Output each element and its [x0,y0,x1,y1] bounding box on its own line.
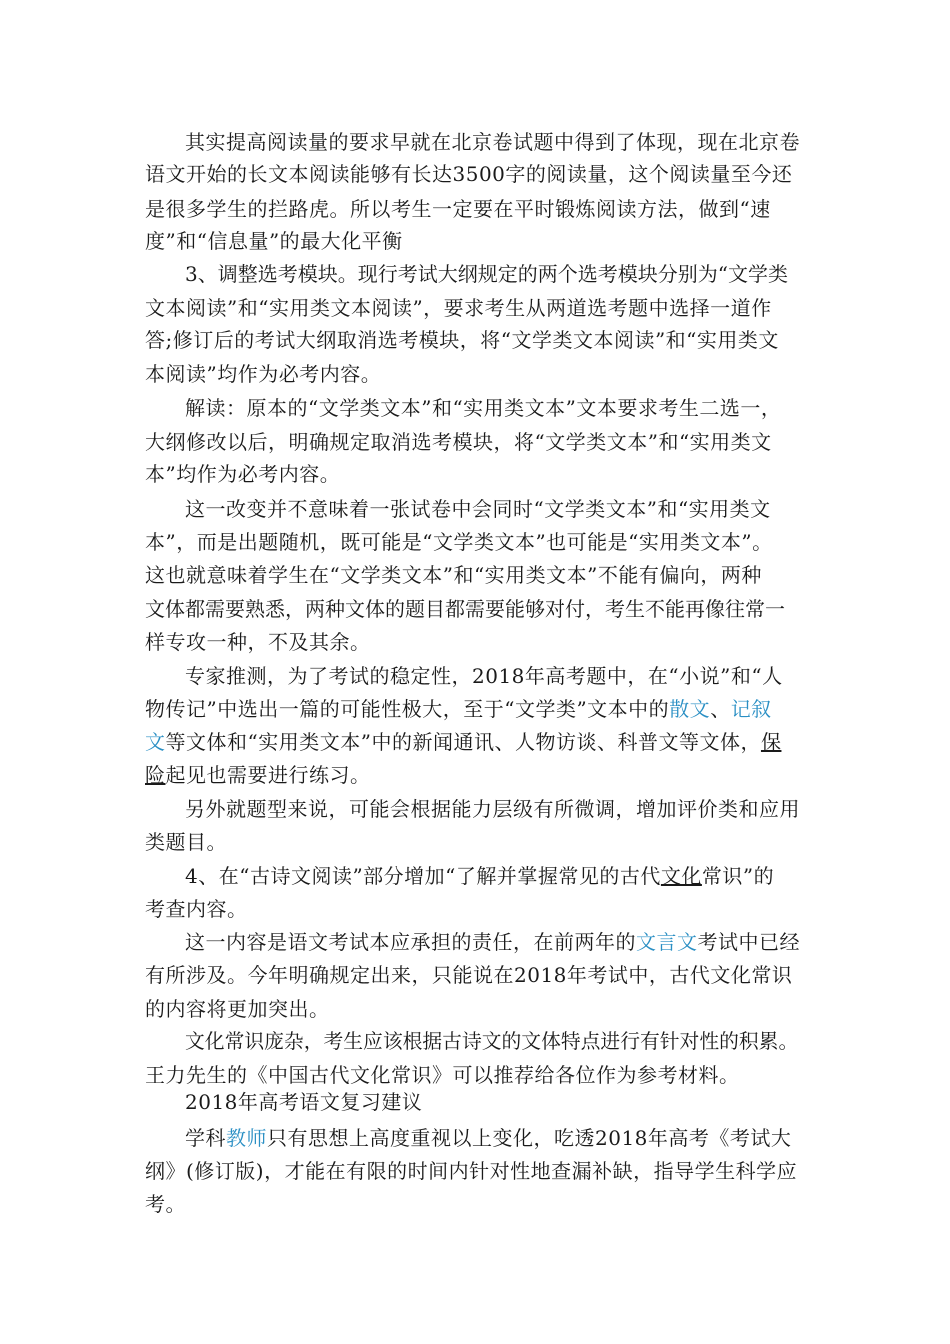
text-segment: 只有思想上高度重视以上变化，吃透2018年高考《考试大 [267,1126,792,1150]
text-segment: 文化常识庞杂，考生应该根据古诗文的文体特点进行有针对性的积累。 [185,1030,799,1053]
text-line [145,830,227,854]
text-segment: 常识”的 [701,864,775,888]
text-segment: 专家推测，为了考试的稳定性，2018年高考题中，在“小说”和“人 [185,664,783,688]
text-line [145,563,762,587]
text-segment: 解读：原本的“文学类文本”和“实用类文本”文本要求考生二选一， [185,396,782,420]
text-line [145,1159,797,1183]
text-segment: 度”和“信息量”的最大化平衡 [145,229,403,253]
text-segment: 语文开始的长文本阅读能够有长达3500字的阅读量，这个阅读量至今还 [145,162,793,186]
text-segment: 物传记”中选出一篇的可能性极大，至于“文学类”文本中的 [145,697,670,721]
text-line [185,864,774,888]
text-segment: 样专攻一种，不及其余。 [145,630,371,654]
text-segment: 这一改变并不意味着一张试卷中会同时“文学类文本”和“实用类文 [185,497,771,521]
text-line [145,963,792,987]
text-segment: 考试中已经 [697,930,800,954]
text-segment: 2018年高考语文复习建议 [185,1090,423,1114]
text-line [145,1192,186,1216]
text-segment: 本阅读”均作为必考内容。 [145,362,382,386]
text-link[interactable]: 教师 [226,1126,267,1150]
text-line [145,897,248,921]
text-link[interactable]: 文 [145,730,166,754]
text-link[interactable]: 文言文 [636,930,698,954]
text-line [185,262,788,286]
text-segment: 其实提高阅读量的要求早就在北京卷试题中得到了体现，现在北京卷 [185,130,800,154]
text-segment: 、 [710,697,731,721]
text-segment: 学科 [185,1126,226,1150]
text-segment: 王力先生的《中国古代文化常识》可以推荐给各位作为参考材料。 [145,1063,740,1087]
text-line [185,130,800,154]
text-line [185,497,771,521]
text-segment: 另外就题型来说，可能会根据能力层级有所微调，增加评价类和应用 [185,797,800,821]
text-segment: 本”均作为必考内容。 [145,462,341,486]
text-segment: 本”，而是出题随机，既可能是“文学类文本”也可能是“实用类文本”。 [145,530,773,554]
text-line [145,697,772,721]
text-segment: 3、调整选考模块。现行考试大纲规定的两个选考模块分别为“文学类 [185,262,788,286]
text-segment: 起见也需要进行练习。 [165,763,371,787]
text-line [185,664,783,688]
underlined-text[interactable]: 文化 [660,864,702,888]
text-line [185,1090,422,1114]
text-segment: 考查内容。 [145,897,248,921]
text-line [145,462,340,486]
text-line [145,229,403,253]
text-line [145,328,779,352]
text-line [145,630,371,654]
text-line [145,362,381,386]
text-line [145,162,792,186]
text-line [145,296,772,320]
text-segment: 大纲修改以后，明确规定取消选考模块，将“文学类文本”和“实用类文 [145,430,772,454]
text-line [145,763,371,787]
text-segment: 这一内容是语文考试本应承担的责任，在前两年的 [185,930,636,954]
text-segment: 的内容将更加突出。 [145,997,330,1021]
text-segment: 这也就意味着学生在“文学类文本”和“实用类文本”不能有偏向，两种 [145,563,762,587]
text-link[interactable]: 散文 [669,697,711,721]
text-line [145,730,781,754]
text-line [185,396,781,420]
text-line [145,530,773,554]
underlined-text[interactable]: 险 [145,763,166,787]
text-line [185,1030,798,1054]
text-segment: 是很多学生的拦路虎。所以考生一定要在平时锻炼阅读方法，做到“速 [145,197,771,221]
text-line [145,1063,740,1087]
text-line [145,197,771,221]
underlined-text[interactable]: 保 [760,730,782,754]
text-segment: 类题目。 [145,830,227,854]
text-line [185,930,800,954]
text-segment: 答;修订后的考试大纲取消选考模块，将“文学类文本阅读”和“实用类文 [145,328,779,352]
text-line [185,1126,791,1150]
text-line [145,430,772,454]
text-segment: 纲》(修订版)，才能在有限的时间内针对性地查漏补缺，指导学生科学应 [145,1159,798,1183]
text-segment: 文本阅读”和“实用类文本阅读”，要求考生从两道选考题中选择一道作 [145,296,772,320]
text-segment: 考。 [145,1192,186,1216]
text-line [185,797,800,821]
text-segment: 4、在“古诗文阅读”部分增加“了解并掌握常见的古代 [185,864,661,888]
text-line [145,997,330,1021]
text-line [145,597,785,621]
text-link[interactable]: 记叙 [730,697,772,721]
text-segment: 有所涉及。今年明确规定出来，只能说在2018年考试中，古代文化常识 [145,963,793,987]
text-segment: 文体都需要熟悉，两种文体的题目都需要能够对付，考生不能再像往常一 [145,597,785,621]
text-segment: 等文体和“实用类文本”中的新闻通讯、人物访谈、科普文等文体， [165,730,761,754]
